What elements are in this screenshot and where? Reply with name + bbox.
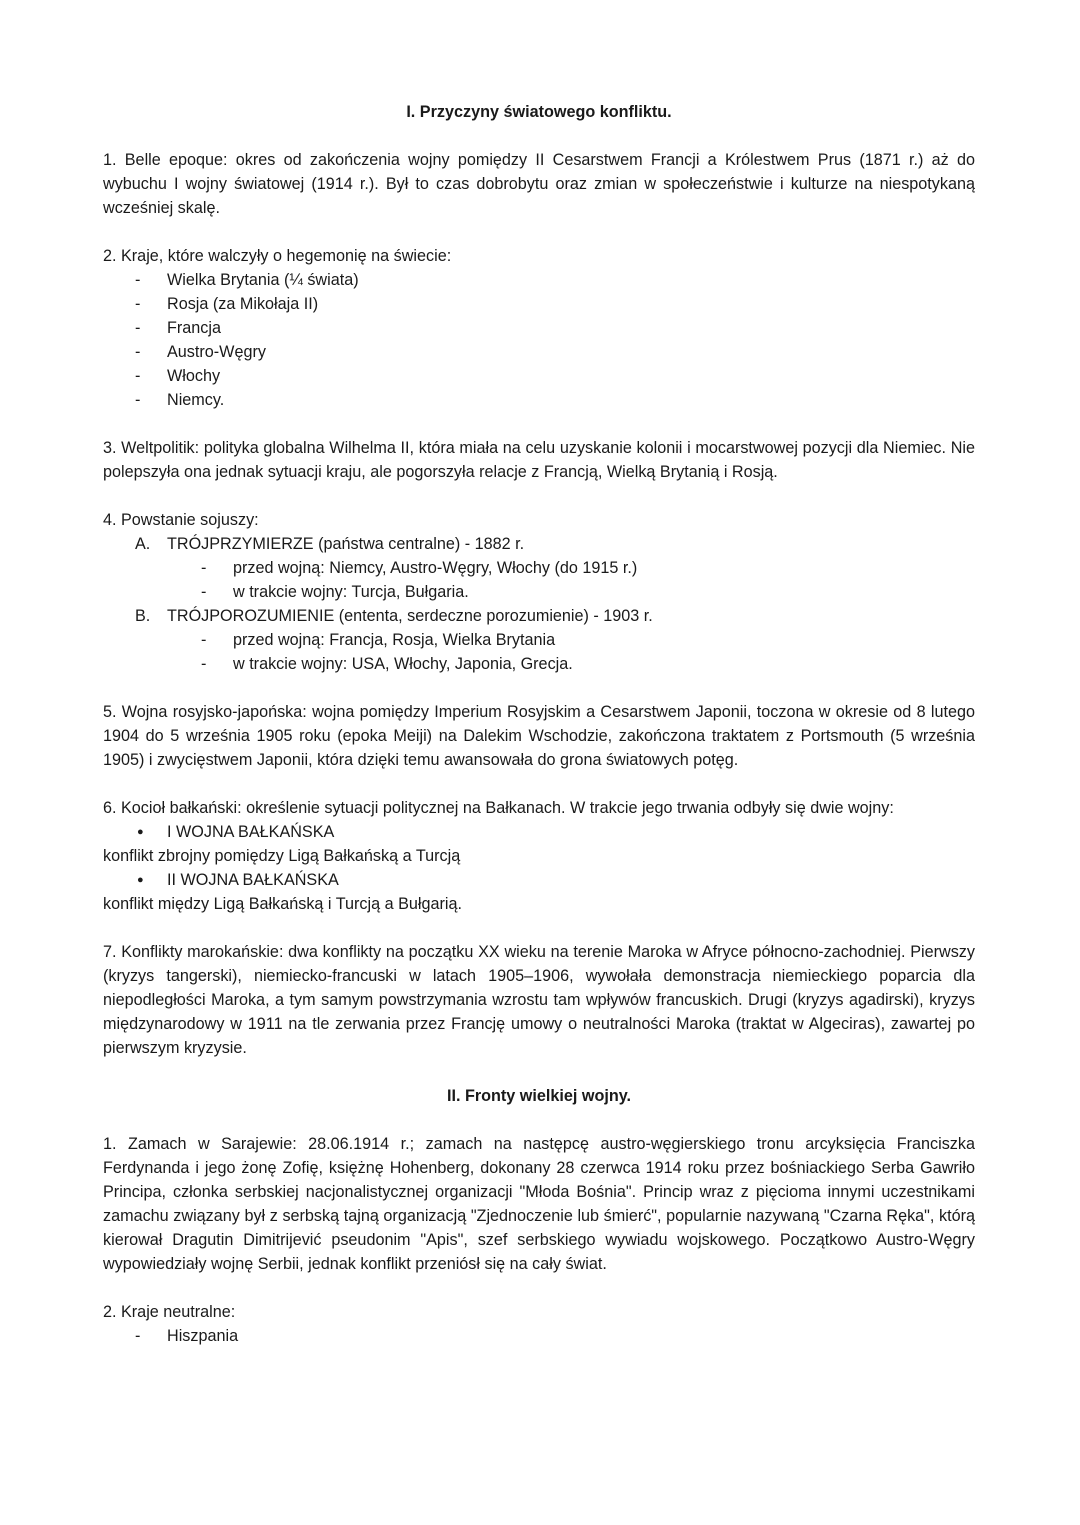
alliance-letter: A. [135, 535, 151, 553]
war-description: konflikt zbrojny pomiędzy Ligą Bałkańską a Turcją [103, 847, 461, 865]
paragraph-hegemony-intro: 2. Kraje, które walczyły o hegemonię na świecie: [103, 247, 452, 265]
section-1-title: I. Przyczyny światowego konfliktu. [406, 103, 672, 121]
war-name: ● II WOJNA BAŁKAŃSKA [103, 868, 975, 892]
alliance-triple-alliance [103, 532, 975, 604]
alliances-list [103, 532, 975, 676]
list-item: - przed wojną: Francja, Rosja, Wielka Brytania [103, 628, 975, 652]
balkan-war-1 [103, 820, 975, 868]
balkan-war-2 [103, 868, 975, 916]
list-item: - Włochy [103, 364, 975, 388]
list-item: - Rosja (za Mikołaja II) [103, 292, 975, 316]
list-item: - Hiszpania [103, 1324, 975, 1348]
paragraph-moroccan-crises: 7. Konflikty marokańskie: dwa konflikty na początku XX wieku na terenie Maroka w Afryce północno-zachodniej. Pierwszy (kryzys tangerski), niemiecko-francuski w latach 1905–1906, wywołała demonstracja niemieckiego poparcia dla niepodległości Maroka, a tym samym powstrzymania wzrostu tam wpływów francuskich. Drugi (kryzys agadirski), kryzys międzynarodowy w 1911 na tle zerwania przez Francję umowy o neutralności Maroka (traktat w Algeciras), zawartej po pierwszym kryzysie. [103, 943, 975, 1057]
hegemony-countries-list [103, 268, 975, 412]
list-item: - przed wojną: Niemcy, Austro-Węgry, Włochy (do 1915 r.) [103, 556, 975, 580]
alliance-members-list [103, 556, 975, 604]
list-item: - Francja [103, 316, 975, 340]
paragraph-alliances-intro: 4. Powstanie sojuszy: [103, 511, 259, 529]
alliance-letter: B. [135, 607, 151, 625]
paragraph-sarajevo-assassination: 1. Zamach w Sarajewie: 28.06.1914 r.; zamach na następcę austro-węgierskiego tronu arcyksięcia Franciszka Ferdynanda i jego żonę Zofię, księżnę Hohenberg, dokonany 28 czerwca 1914 roku przez bośniackiego Serba Gawriło Principa, członka serbskiej nacjonalistycznej organizacji "Młoda Bośnia". Princip wraz z pięcioma innymi uczestnikami zamachu związany był z serbską tajną organizacją "Zjednoczenie lub śmierć", popularnie nazywaną "Czarna Ręka", którą kierował Dragutin Dimitrijević pseudonim "Apis", szef serbskiego wywiadu wojskowego. Początkowo Austro-Węgry wypowiedziały wojnę Serbii, jednak konflikt przeniósł się na cały świat. [103, 1135, 975, 1273]
paragraph-russo-japanese-war: 5. Wojna rosyjsko-japońska: wojna pomiędzy Imperium Rosyjskim a Cesarstwem Japonii, toczona w okresie od 8 lutego 1904 do 5 września 1905 roku (epoka Meiji) na Dalekim Wschodzie, zakończona traktatem z Portsmouth (5 września 1905) i zwycięstwem Japonii, która dzięki temu awansowała do grona światowych potęg. [103, 703, 975, 769]
alliance-members-list [103, 628, 975, 676]
paragraph-weltpolitik: 3. Weltpolitik: polityka globalna Wilhelma II, która miała na celu uzyskanie kolonii i mocarstwowej pozycji dla Niemiec. Nie polepszyła ona jednak sytuacji kraju, ale pogorszyła relacje z Francją, Wielką Brytanią i Rosją. [103, 439, 975, 481]
paragraph-balkan-cauldron: 6. Kocioł bałkański: określenie sytuacji politycznej na Bałkanach. W trakcie jego trwania odbyły się dwie wojny: [103, 799, 894, 817]
list-item: - Niemcy. [103, 388, 975, 412]
alliance-title: TRÓJPRZYMIERZE (państwa centralne) - 1882 r. [167, 535, 525, 553]
alliance-title: TRÓJPOROZUMIENIE (ententa, serdeczne porozumienie) - 1903 r. [167, 607, 653, 625]
war-description: konflikt między Ligą Bałkańską i Turcją a Bułgarią. [103, 895, 462, 913]
alliance-entente [103, 604, 975, 676]
list-item: - Austro-Węgry [103, 340, 975, 364]
neutral-countries-list [103, 1324, 975, 1348]
section-2-title: II. Fronty wielkiej wojny. [446, 1087, 632, 1105]
war-name: ● I WOJNA BAŁKAŃSKA [103, 820, 975, 844]
paragraph-belle-epoque: 1. Belle epoque: okres od zakończenia wojny pomiędzy II Cesarstwem Francji a Królestwem Prus (1871 r.) aż do wybuchu I wojny światowej (1914 r.). Był to czas dobrobytu oraz zmian w społeczeństwie i kulturze na niespotykaną wcześniej skalę. [103, 151, 975, 217]
list-item: - w trakcie wojny: Turcja, Bułgaria. [103, 580, 975, 604]
document-page [103, 100, 975, 1348]
list-item: - w trakcie wojny: USA, Włochy, Japonia, Grecja. [103, 652, 975, 676]
list-item: - Wielka Brytania (¼ świata) [103, 268, 975, 292]
paragraph-neutral-countries-intro: 2. Kraje neutralne: [103, 1303, 236, 1321]
